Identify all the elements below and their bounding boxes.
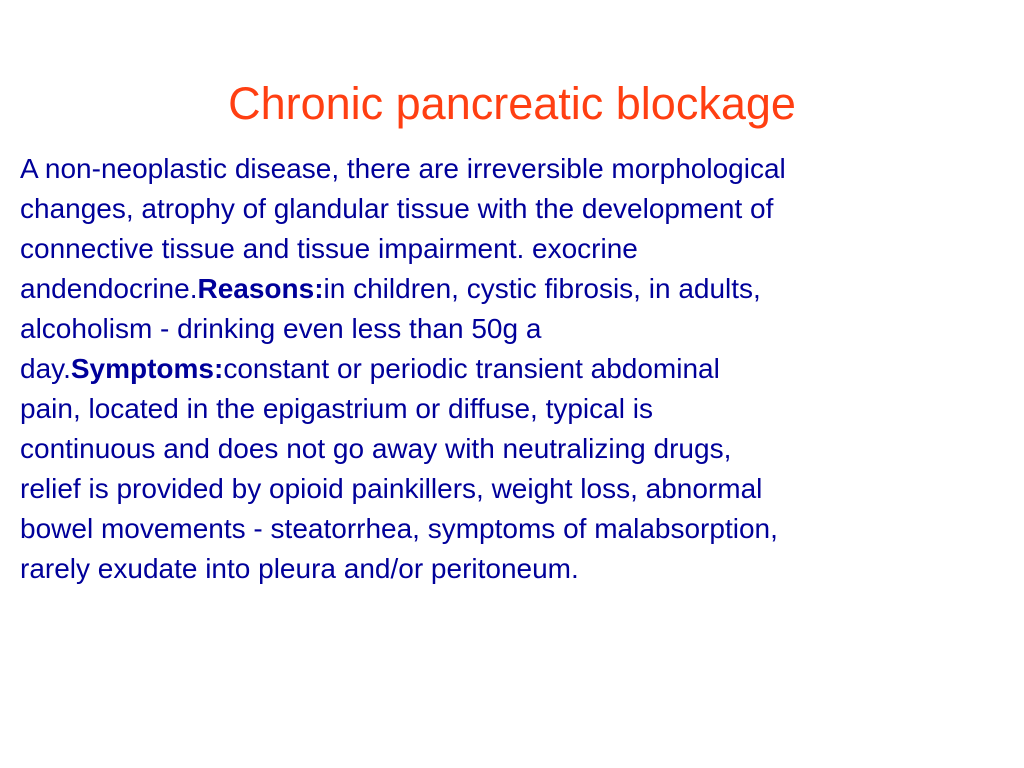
symptoms-prefix: day. <box>20 353 71 384</box>
body-line-9: relief is provided by opioid painkillers, weight loss, abnormal <box>20 473 763 504</box>
reasons-text-1: in children, cystic fibrosis, in adults, <box>323 273 761 304</box>
body-line-5: alcoholism - drinking even less than 50g a <box>20 313 542 344</box>
body-line-4 <box>20 269 1010 309</box>
body-line-1: A non-neoplastic disease, there are irreversible morphological <box>20 153 786 184</box>
body-line-7: pain, located in the epigastrium or diffuse, typical is <box>20 393 653 424</box>
reasons-label: Reasons: <box>197 273 324 304</box>
body-line-11: rarely exudate into pleura and/or peritoneum. <box>20 553 579 584</box>
body-line-6 <box>20 349 1010 389</box>
slide-body <box>20 149 1010 589</box>
body-line-2: changes, atrophy of glandular tissue with the development of <box>20 193 774 224</box>
slide-title: Chronic pancreatic blockage <box>228 78 796 129</box>
reasons-prefix: andendocrine. <box>20 273 198 304</box>
body-line-8: continuous and does not go away with neutralizing drugs, <box>20 433 732 464</box>
symptoms-label: Symptoms: <box>70 353 224 384</box>
symptoms-text-1: constant or periodic transient abdominal <box>223 353 720 384</box>
body-line-10: bowel movements - steatorrhea, symptoms of malabsorption, <box>20 513 778 544</box>
body-line-3: connective tissue and tissue impairment. exocrine <box>20 233 638 264</box>
